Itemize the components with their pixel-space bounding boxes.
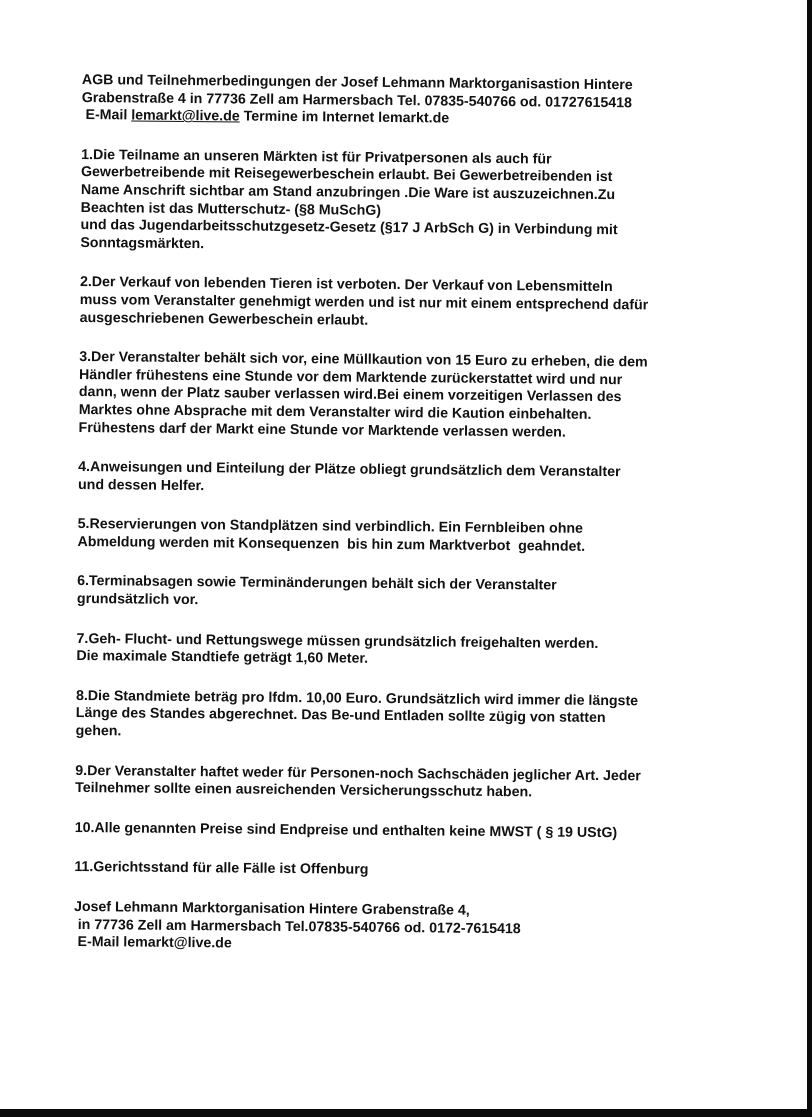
footer-line: in 77736 Zell am Harmersbach Tel.07835-540766 od. 0172-7615418 <box>73 916 521 937</box>
terms-line: 9.Der Veranstalter haftet weder für Personen-noch Sachschäden jeglicher Art. Jeder <box>75 762 641 785</box>
website-note: Termine im Internet lemarkt.de <box>239 108 450 127</box>
email-link[interactable]: lemarkt@live.de <box>131 107 240 125</box>
terms-line: 5.Reservierungen von Standplätzen sind verbindlich. Ein Fernbleiben ohne <box>77 516 584 538</box>
terms-line: gehen. <box>75 723 122 740</box>
terms-line: 3.Der Veranstalter behält sich vor, eine Müllkaution von 15 Euro zu erheben, die dem <box>79 349 648 371</box>
terms-line: Name Anschrift sichtbar am Stand anzubringen .Die Ware ist auszuzeichnen.Zu <box>80 181 616 204</box>
terms-line: Teilnehmer sollte einen ausreichenden Versicherungsschutz haben. <box>75 780 533 801</box>
terms-section-1 <box>80 147 731 259</box>
terms-section-7 <box>76 631 726 672</box>
terms-section-9 <box>75 763 725 804</box>
terms-section-3 <box>78 349 729 443</box>
terms-line: Abmeldung werden mit Konsequenzen bis hin zum Marktverbot geahndet. <box>77 533 586 555</box>
terms-section-8 <box>76 688 726 747</box>
terms-line: 1.Die Teilname an unseren Märkten ist für Privatpersonen als auch für <box>81 146 552 168</box>
terms-line: muss vom Veranstalter genehmigt werden und ist nur mit einem entsprechend dafür <box>79 291 649 314</box>
terms-line: 11.Gerichtsstand für alle Fälle ist Offenburg <box>74 859 369 879</box>
terms-section-2 <box>80 274 730 333</box>
terms-section-11 <box>74 859 724 883</box>
terms-line: dann, wenn der Platz sauber verlassen wird.Bei einem vorzeitigen Verlassen des <box>78 384 622 406</box>
terms-line: Die maximale Standtiefe geträgt 1,60 Meter. <box>76 648 369 668</box>
terms-section-6 <box>77 573 727 614</box>
scan-border-bottom <box>0 1109 812 1117</box>
document-header <box>81 72 731 131</box>
terms-line: ausgeschriebenen Gewerbeschein erlaubt. <box>79 309 369 329</box>
email-label: E-Mail <box>81 107 132 124</box>
terms-line: Händler frühestens eine Stunde vor dem Marktende zurückerstattet wird und nur <box>79 366 623 388</box>
terms-line: grundsätzlich vor. <box>76 591 199 609</box>
terms-line: 10.Alle genannten Preise sind Endpreise und enthalten keine MWST ( § 19 UStG) <box>74 819 618 841</box>
terms-section-4 <box>78 459 728 500</box>
terms-line: und dessen Helfer. <box>77 476 205 494</box>
header-line: AGB und Teilnehmerbedingungen der Josef Lehmann Marktorganisastion Hintere <box>81 72 633 94</box>
terms-section-5 <box>77 516 727 557</box>
scan-border-right <box>807 0 812 1117</box>
footer-line: Josef Lehmann Marktorganisation Hintere Grabenstraße 4, <box>73 898 470 919</box>
footer-line: E-Mail lemarkt@live.de <box>73 934 232 952</box>
terms-line: Sonntagsmärkten. <box>80 234 205 252</box>
terms-line: Marktes ohne Absprache mit dem Veranstalter wird die Kaution einbehalten. <box>78 401 592 423</box>
terms-line: 2.Der Verkauf von lebenden Tieren ist verboten. Der Verkauf von Lebensmitteln <box>79 274 613 296</box>
terms-line: Frühestens darf der Markt eine Stunde vor Marktende verlassen werden. <box>78 419 566 441</box>
terms-sections <box>74 147 731 883</box>
terms-line: 6.Terminabsagen sowie Terminänderungen behält sich der Veranstalter <box>77 573 557 595</box>
terms-line: 8.Die Standmiete beträg pro lfdm. 10,00 Euro. Grundsätzlich wird immer die längste <box>75 687 639 710</box>
terms-line: Beachten ist das Mutterschutz- (§8 MuSchG) <box>80 199 382 219</box>
terms-line: 7.Geh- Flucht- und Rettungswege müssen grundsätzlich freigehalten werden. <box>76 630 599 652</box>
terms-line: und das Jugendarbeitsschutzgesetz-Gesetz (§17 J ArbSch G) in Verbindung mit <box>80 217 618 239</box>
terms-line: Gewerbetreibende mit Reisegewerbeschein erlaubt. Bei Gewerbetreibenden ist <box>80 164 613 186</box>
document-body <box>73 72 732 980</box>
terms-line: Länge des Standes abgerechnet. Das Be-und Entladen sollte zügig von statten <box>75 705 606 727</box>
terms-section-10 <box>75 820 725 844</box>
document-footer <box>74 899 724 958</box>
header-line: Grabenstraße 4 in 77736 Zell am Harmersbach Tel. 07835-540766 od. 01727615418 <box>81 89 633 111</box>
terms-line: 4.Anweisungen und Einteilung der Plätze obliegt grundsätzlich dem Veranstalter <box>78 459 621 481</box>
